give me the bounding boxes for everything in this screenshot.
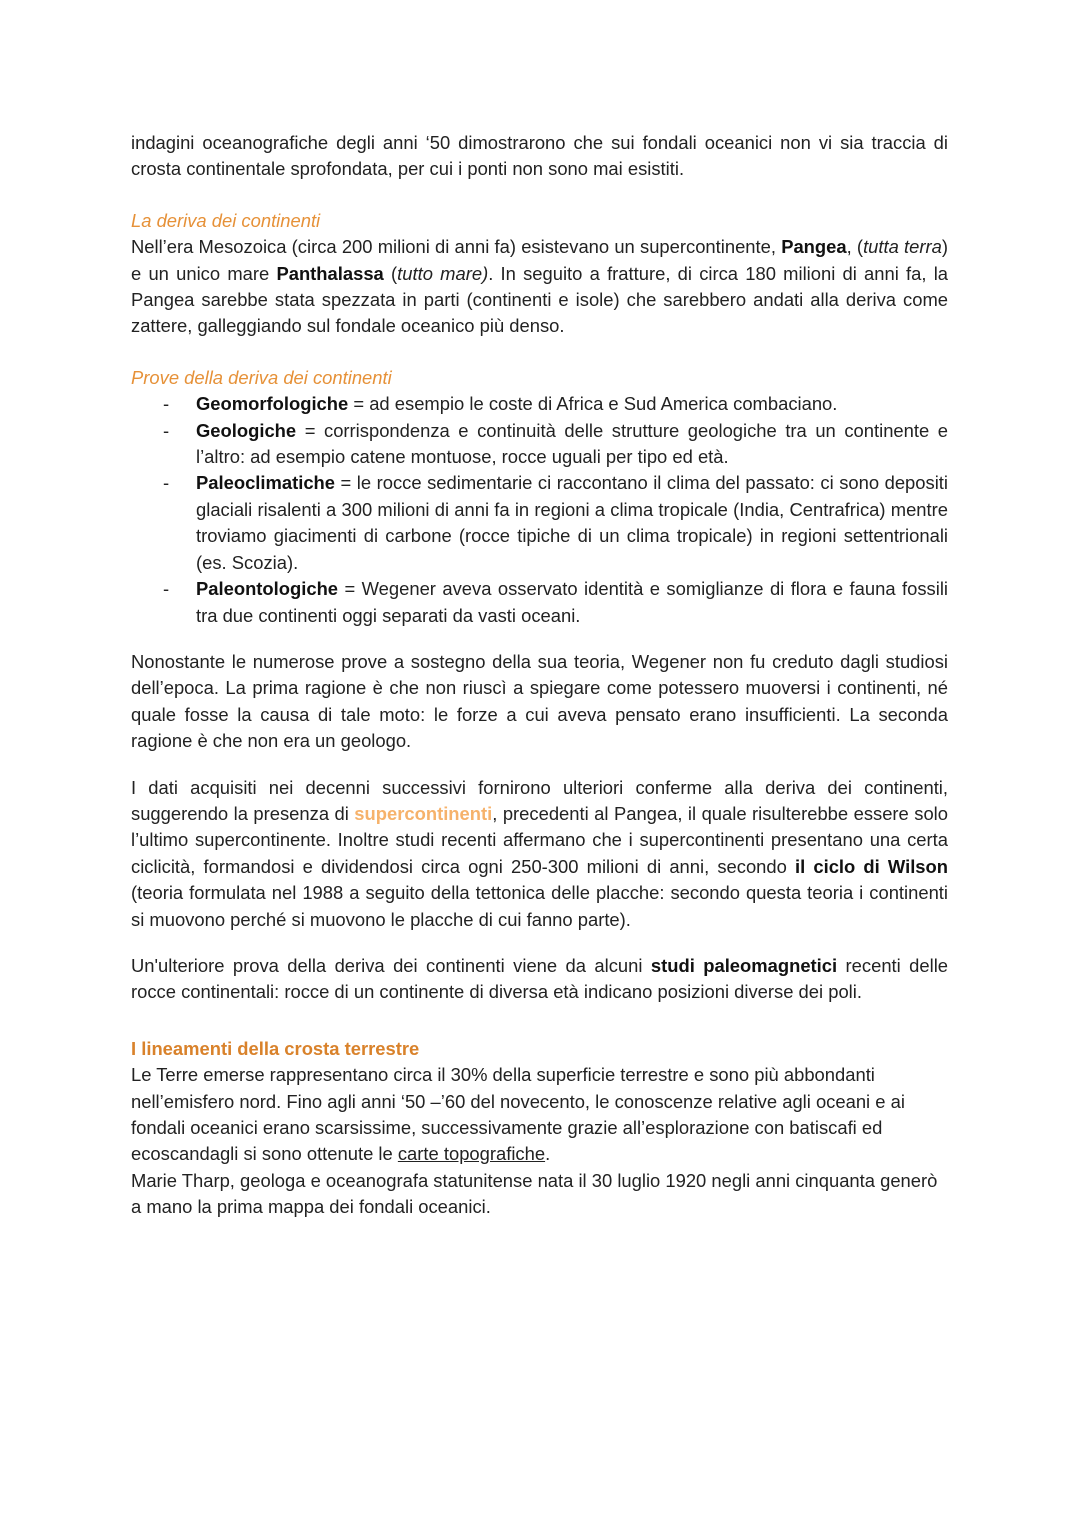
proof-term: Geologiche (196, 419, 297, 441)
deriva-paragraph: Nell’era Mesozoica (circa 200 milioni di anni fa) esistevano un supercontinente, Pangea, (tutta terra) e un unico mare Panthalassa (tutto mare). In seguito a fratture, di circa 180 milioni di anni fa, la Pangea sarebbe stata spezzata in parti (continenti e isole) che sarebbero andati alla deriva come zattere, galleggiando sul fondale oceanico più denso. (131, 236, 949, 337)
proof-item: - Paleoclimatiche = le rocce sedimentarie ci raccontano il clima del passato: ci sono depositi glaciali risalenti a 300 milioni di anni fa in regioni a clima tropicale (India, Centrafrica) mentre troviamo giacimenti di carbone (rocce tipiche di un clima tropicale) in regioni settentrionali (es. Scozia). (163, 472, 948, 573)
term-studi-paleomagnetici: studi paleomagnetici (650, 954, 838, 976)
term-tutta-terra: tutta terra (863, 236, 942, 258)
section-title-lineamenti: I lineamenti della crosta terrestre (131, 1037, 420, 1059)
wegener-paragraph: Nonostante le numerose prove a sostegno della sua teoria, Wegener non fu creduto dagli studiosi dell’epoca. La prima ragione è che non riuscì a spiegare come potessero muoversi i continenti, né quale fosse la causa di tale moto: le forze a cui aveva pensato erano insufficienti. La seconda ragione è che non era un geologo. (131, 650, 948, 752)
term-pangea: Pangea (781, 236, 847, 258)
proofs-list (131, 391, 948, 629)
proof-item: - Geologiche = corrispondenza e continuità delle strutture geologiche tra un continente e l’altro: ad esempio catene montuose, rocce uguali per tipo ed età. (163, 419, 948, 468)
proof-term: Paleontologiche (196, 578, 339, 600)
tharp-paragraph: Marie Tharp, geologa e oceanografa statunitense nata il 30 luglio 1920 negli anni cinquanta generò a mano la prima mappa dei fondali oceanici. (131, 1169, 938, 1218)
proof-item: - Geomorfologiche = ad esempio le coste di Africa e Sud America combaciano. (163, 393, 838, 415)
proof-term: Geomorfologiche (196, 393, 349, 415)
proof-item: - Paleontologiche = Wegener aveva osservato identità e somiglianze di flora e fauna fossili tra due continenti oggi separati da vasti oceani. (163, 578, 948, 626)
dati-paragraph: I dati acquisiti nei decenni successivi fornirono ulteriori conferme alla deriva dei continenti, suggerendo la presenza di supercontinenti, precedenti al Pangea, il quale risulterebbe essere solo l’ultimo supercontinente. Inoltre studi recenti affermano che i supercontinenti presentano una certa ciclicità, formandosi e dividendosi circa ogni 250-300 milioni di anni, secondo il ciclo di Wilson (teoria formulata nel 1988 a seguito della tettonica delle placche: secondo questa teoria i continenti si muovono perché si muovono le placche di cui fanno parte). (131, 776, 948, 930)
proof-term: Paleoclimatiche (196, 472, 336, 494)
link-carte-topografiche: carte topografiche (397, 1143, 546, 1165)
paleomagnetic-paragraph: Un'ulteriore prova della deriva dei continenti viene da alcuni studi paleomagnetici recenti delle rocce continentali: rocce di un continente di diversa età indicano posizioni diverse dei poli. (131, 954, 949, 1003)
lineamenti-paragraph: Le Terre emerse rappresentano circa il 30% della superficie terrestre e sono più abbondanti nell’emisfero nord. Fino agli anni ‘50 –’60 del novecento, le conoscenze relative agli oceani e ai fondali oceanici erano scarsissime, successivamente grazie all’esplorazione con batiscafi ed ecoscandagli si sono ottenute le carte topografiche. (131, 1064, 905, 1165)
term-tutto-mare: tutto mare) (397, 262, 489, 284)
term-panthalassa: Panthalassa (276, 262, 384, 284)
section-title-prove: Prove della deriva dei continenti (131, 366, 392, 388)
term-ciclo-wilson: il ciclo di Wilson (795, 855, 948, 877)
section-title-deriva: La deriva dei continenti (131, 209, 321, 231)
term-supercontinenti: supercontinenti (354, 802, 493, 824)
intro-paragraph: indagini oceanografiche degli anni ‘50 dimostrarono che sui fondali oceanici non vi sia traccia di crosta continentale sprofondata, per cui i ponti non sono mai esistiti. (131, 132, 948, 180)
